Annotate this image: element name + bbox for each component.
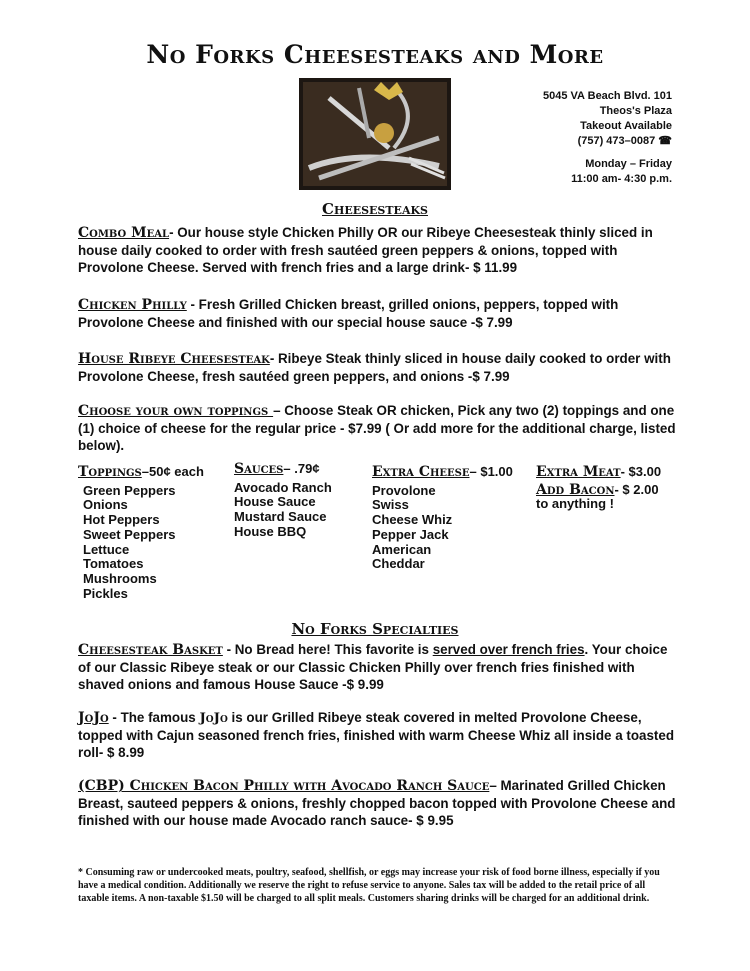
list-item: Sweet Peppers xyxy=(83,526,176,542)
cheesesteaks-heading: Cheesesteaks xyxy=(322,200,428,218)
list-item: Lettuce xyxy=(83,541,130,557)
item-desc-emphasis: served over french fries xyxy=(432,642,585,657)
extra-cheese-price: – $1.00 xyxy=(469,464,513,479)
extra-cheese-heading: Extra Cheese xyxy=(372,464,470,480)
item-name: House Ribeye Cheesesteak xyxy=(78,351,270,367)
extra-meat-column xyxy=(536,465,686,512)
list-item: House BBQ xyxy=(234,523,307,539)
item-name: JoJo xyxy=(78,710,109,726)
list-item: Mushrooms xyxy=(83,570,157,586)
menu-item-jojo xyxy=(78,709,678,761)
menu-item-chicken-philly xyxy=(78,296,678,331)
list-item: Tomatoes xyxy=(83,556,144,572)
item-name: (CBP) Chicken Bacon Philly with Avocado Ranch Sauce xyxy=(78,778,490,794)
extra-meat-price: - $3.00 xyxy=(620,464,662,479)
menu-item-cbp xyxy=(78,777,678,829)
restaurant-title: No Forks Cheesesteaks and More xyxy=(146,40,604,69)
list-item: Cheddar xyxy=(372,556,425,572)
item-desc-jojo: JoJo xyxy=(199,710,228,726)
forks-photo xyxy=(299,78,451,190)
toppings-price: –50¢ each xyxy=(141,464,204,479)
list-item: Swiss xyxy=(372,497,409,513)
list-item: Pepper Jack xyxy=(372,526,449,542)
sauces-list xyxy=(234,481,364,540)
extra-meat-heading: Extra Meat xyxy=(536,464,621,480)
footer-disclaimer: * Consuming raw or undercooked meats, poultry, seafood, shellfish, or eggs may increase your risk of food borne illness, especially if you have a medical condition. Additionally we reserve the right to refuse service to anyone. Sales tax will be added to the retail price of all taxable items. A non-taxable $1.50 will be charged to all split meals. Customers sharing drinks will be charged for an additional drink. xyxy=(78,867,660,904)
business-days: Monday – Friday xyxy=(585,158,672,170)
toppings-heading: Toppings xyxy=(78,464,142,480)
item-desc: - Our house style Chicken Philly OR our Ribeye Cheesesteak thinly sliced in house daily cooked to order with fresh sautéed green peppers & onions, topped with Provolone Cheese. Served with french fries and a large drink- $ 11.99 xyxy=(78,225,653,275)
item-name: Chicken Philly xyxy=(78,297,187,313)
menu-item-house-ribeye xyxy=(78,350,678,385)
item-desc-part-2: is our Grilled Ribeye steak covered in melted Provolone Cheese, topped with Cajun seasoned french fries, finished with warm Cheese Whiz all inside a toasted roll- $ 8.99 xyxy=(78,710,674,760)
phone-number: (757) 473–0087 ☎ xyxy=(577,135,672,147)
item-name: Choose your own toppings xyxy=(78,403,274,419)
menu-item-combo-meal xyxy=(78,224,678,276)
item-desc-part-1: - No Bread here! This favorite is xyxy=(222,642,433,657)
sauces-column xyxy=(234,462,364,540)
item-desc-part-1: - The famous xyxy=(108,710,200,725)
add-bacon-note: to anything ! xyxy=(536,496,614,512)
item-name: Combo Meal xyxy=(78,225,170,241)
list-item: Pickles xyxy=(83,585,128,601)
item-desc: - Ribeye Steak thinly sliced in house daily cooked to order with Provolone Cheese, fresh sautéed green peppers, and onions -$ 7.99 xyxy=(78,351,671,384)
sauces-price: – .79¢ xyxy=(283,461,320,476)
sauces-heading: Sauces xyxy=(234,461,284,477)
forks-illustration xyxy=(299,78,451,190)
list-item: Cheese Whiz xyxy=(372,512,453,528)
add-bacon-heading: Add Bacon xyxy=(536,481,615,498)
list-item: American xyxy=(372,541,432,557)
menu-item-cheesesteak-basket xyxy=(78,641,678,693)
item-desc: – Choose Steak OR chicken, Pick any two (2) toppings and one (1) choice of cheese for the regular price - $7.99 ( Or add more for the additional charge, listed below). xyxy=(78,403,676,453)
address-line-2: Theos's Plaza xyxy=(599,105,672,117)
item-name: Cheesesteak Basket xyxy=(78,642,223,658)
cheese-list xyxy=(372,484,532,572)
add-bacon-price: - $ 2.00 xyxy=(614,481,659,497)
list-item: Green Peppers xyxy=(83,482,176,498)
list-item: Provolone xyxy=(372,482,436,498)
list-item: House Sauce xyxy=(234,494,316,510)
list-item: Hot Peppers xyxy=(83,512,160,528)
toppings-column xyxy=(78,465,228,601)
toppings-list xyxy=(78,484,228,602)
specialties-heading: No Forks Specialties xyxy=(291,620,459,638)
item-desc: - Fresh Grilled Chicken breast, grilled onions, peppers, topped with Provolone Cheese and finished with our special house sauce -$ 7.99 xyxy=(78,297,619,330)
extra-cheese-column xyxy=(372,465,532,572)
list-item: Avocado Ranch xyxy=(234,479,332,495)
address-line-1: 5045 VA Beach Blvd. 101 xyxy=(542,90,672,102)
item-desc-part-2: . Your choice of our Classic Ribeye steak or our Classic Chicken Philly over french fries finished with shaved onions and famous House Sauce -$ 9.99 xyxy=(78,642,668,692)
contact-info xyxy=(452,89,672,187)
business-hours: 11:00 am- 4:30 p.m. xyxy=(571,173,672,185)
menu-item-choose-toppings xyxy=(78,402,678,454)
list-item: Onions xyxy=(83,497,128,513)
list-item: Mustard Sauce xyxy=(234,509,327,525)
takeout-note: Takeout Available xyxy=(580,120,672,132)
item-desc: – Marinated Grilled Chicken Breast, sauteed peppers & onions, freshly chopped bacon topped with Provolone Cheese and finished with our house made Avocado ranch sauce- $ 9.95 xyxy=(78,778,676,828)
